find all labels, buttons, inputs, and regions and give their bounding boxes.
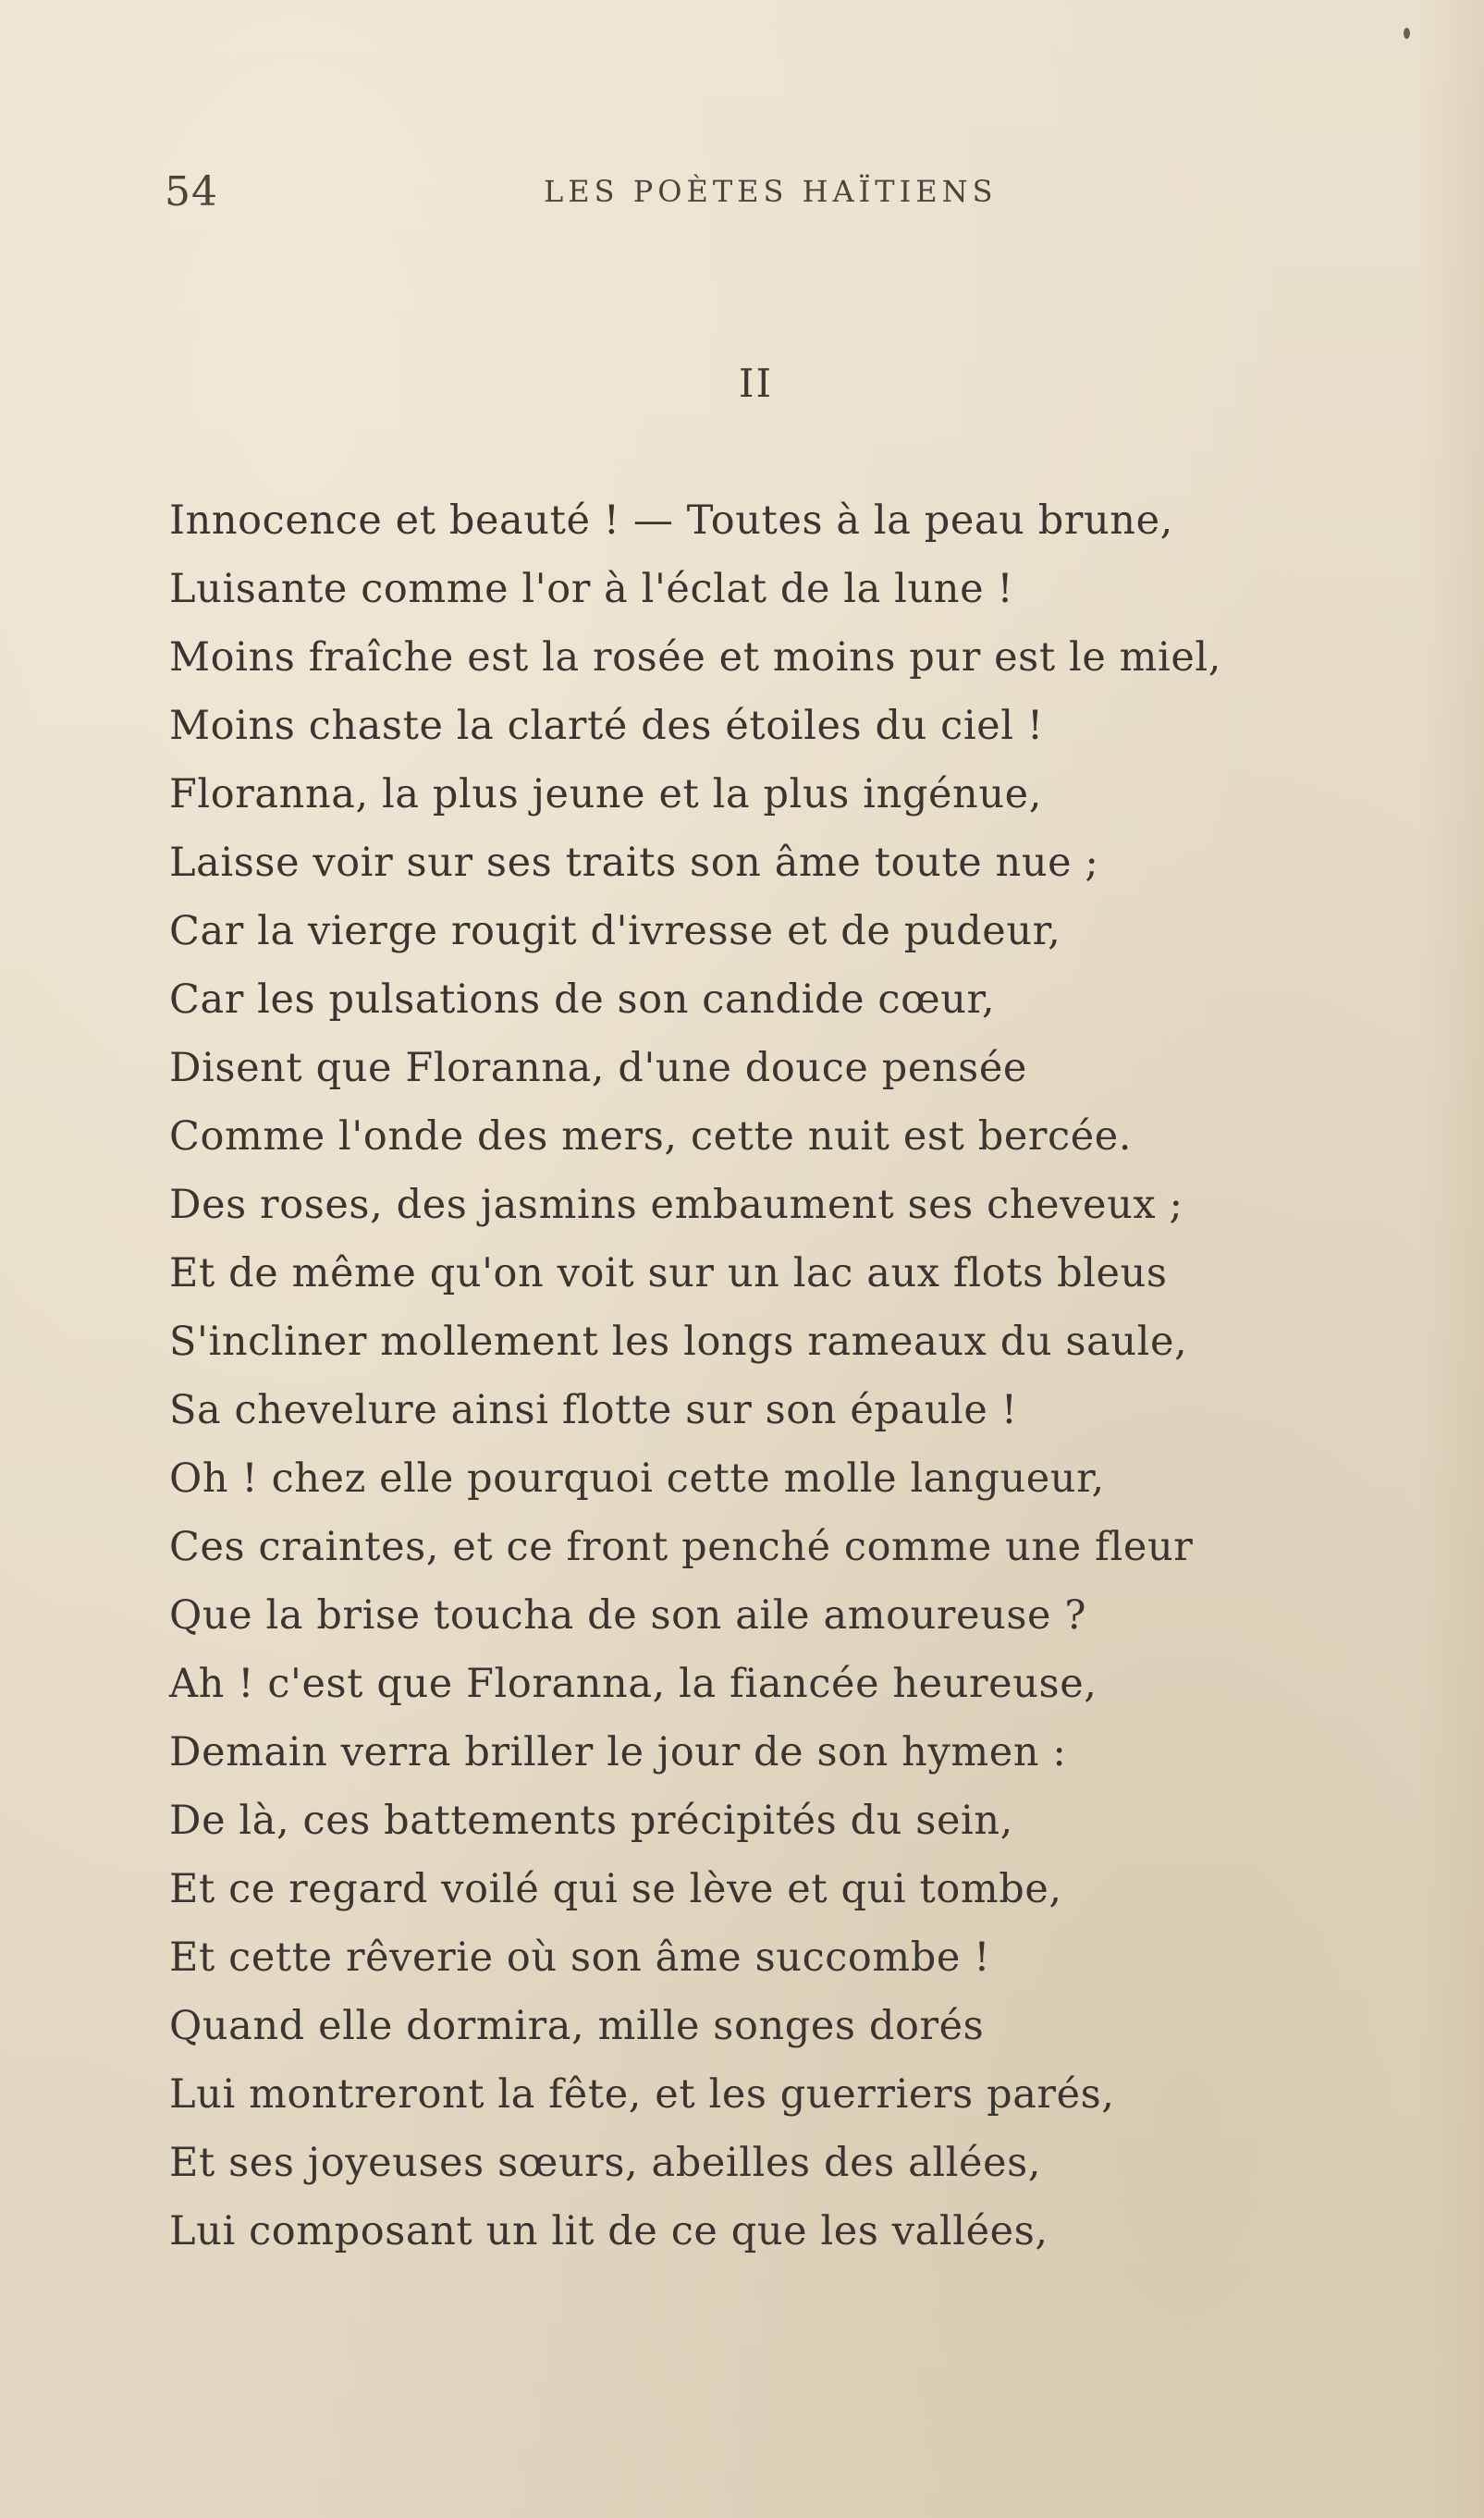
poem-line: Des roses, des jasmins embaument ses cheveux ; bbox=[169, 1182, 1184, 1228]
poem-line: Et cette rêverie où son âme succombe ! bbox=[169, 1935, 991, 1981]
page-number: 54 bbox=[165, 168, 218, 215]
poem-line: Lui montreront la fête, et les guerriers parés, bbox=[169, 2071, 1115, 2118]
ink-speck bbox=[1404, 28, 1410, 39]
poem-line: Oh ! chez elle pourquoi cette molle langueur, bbox=[169, 1456, 1105, 1502]
poem-line: Sa chevelure ainsi flotte sur son épaule ! bbox=[169, 1387, 1018, 1433]
poem-line: Quand elle dormira, mille songes dorés bbox=[169, 2003, 985, 2049]
poem-line: Innocence et beauté ! — Toutes à la peau brune, bbox=[169, 497, 1173, 544]
poem-line: Et ce regard voilé qui se lève et qui tombe, bbox=[169, 1866, 1062, 1912]
poem-line: Lui composant un lit de ce que les vallées, bbox=[169, 2208, 1049, 2254]
poem-line: Comme l'onde des mers, cette nuit est bercée. bbox=[169, 1113, 1133, 1160]
poem-line: Et de même qu'on voit sur un lac aux flots bleus bbox=[169, 1250, 1168, 1296]
poem-line: Que la brise toucha de son aile amoureuse ? bbox=[169, 1592, 1087, 1639]
running-title: LES POÈTES HAÏTIENS bbox=[544, 174, 998, 209]
poem-line: Et ses joyeuses sœurs, abeilles des allées, bbox=[169, 2140, 1042, 2186]
section-numeral: II bbox=[738, 361, 774, 406]
poem-line: De là, ces battements précipités du sein, bbox=[169, 1798, 1013, 1844]
running-head bbox=[165, 168, 1274, 224]
poem-line: Laisse voir sur ses traits son âme toute nue ; bbox=[169, 840, 1099, 886]
poem-line: Disent que Floranna, d'une douce pensée bbox=[169, 1045, 1027, 1091]
poem-line: Moins fraîche est la rosée et moins pur est le miel, bbox=[169, 634, 1222, 681]
poem-line: Car les pulsations de son candide cœur, bbox=[169, 976, 996, 1023]
poem-line: Ces craintes, et ce front penché comme une fleur bbox=[169, 1524, 1194, 1570]
poem-line: Moins chaste la clarté des étoiles du ciel ! bbox=[169, 703, 1044, 749]
poem-line: Luisante comme l'or à l'éclat de la lune ! bbox=[169, 566, 1014, 612]
poem-line: S'incliner mollement les longs rameaux du saule, bbox=[169, 1319, 1188, 1365]
poem-line: Ah ! c'est que Floranna, la fiancée heureuse, bbox=[169, 1661, 1098, 1707]
poem-line: Demain verra briller le jour de son hymen : bbox=[169, 1729, 1067, 1775]
poem-text bbox=[169, 486, 1380, 2266]
poem-line: Car la vierge rougit d'ivresse et de pudeur, bbox=[169, 908, 1061, 954]
poem-line: Floranna, la plus jeune et la plus ingénue, bbox=[169, 771, 1042, 817]
